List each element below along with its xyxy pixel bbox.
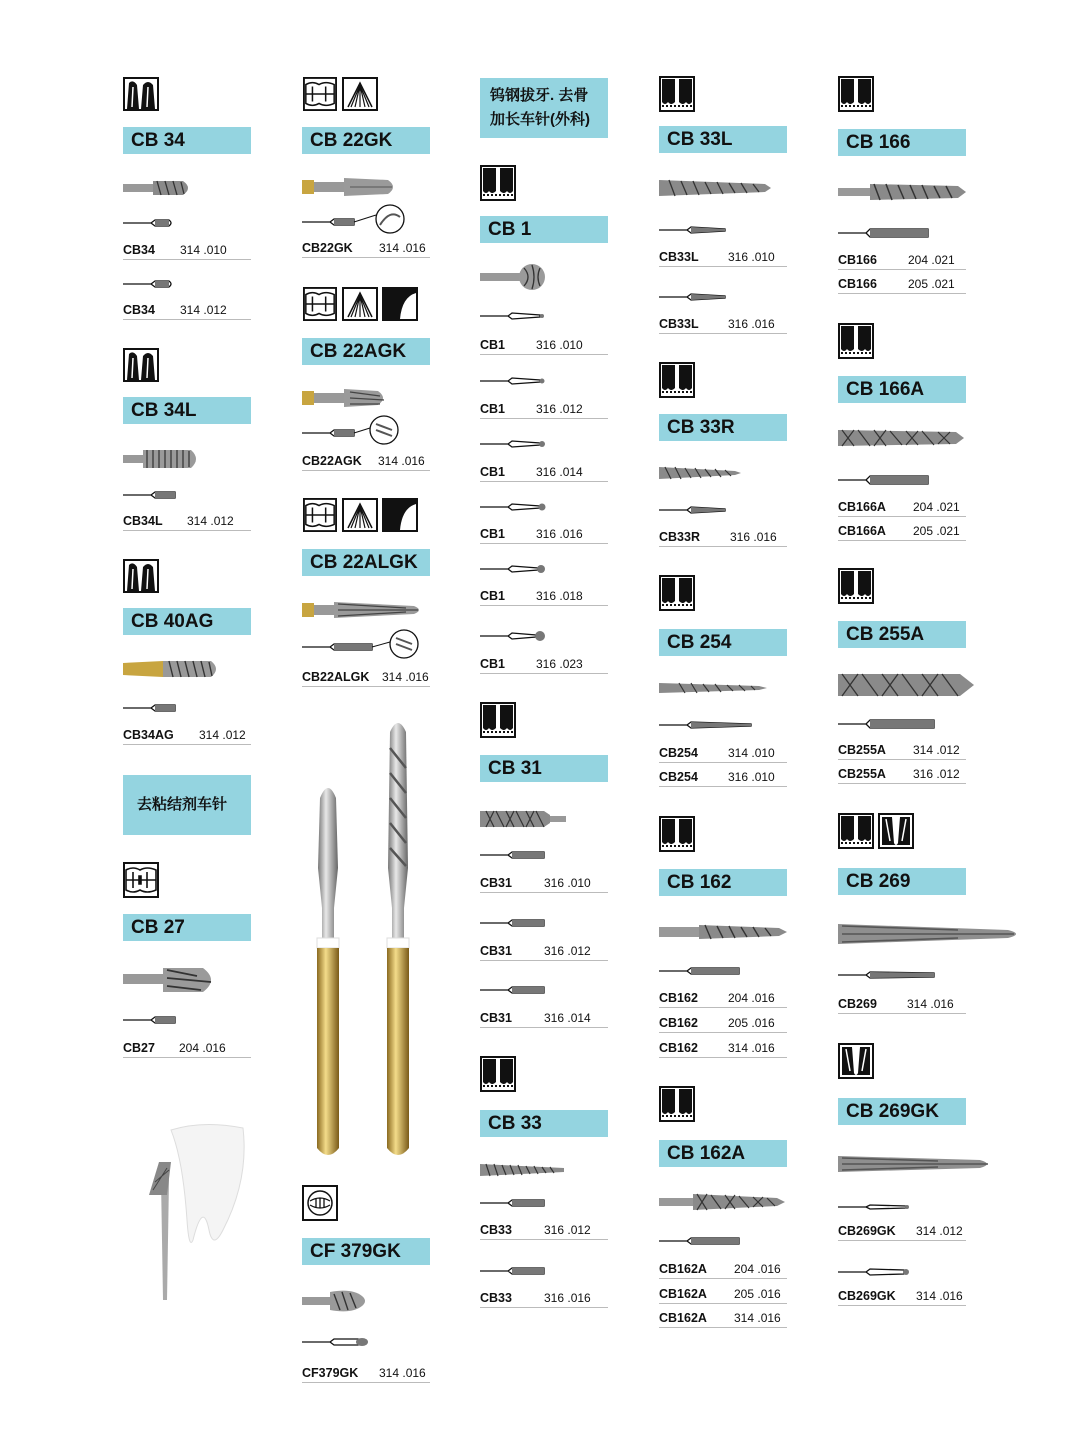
shank-diagram [123, 489, 179, 501]
molar-icon [659, 575, 695, 611]
shank-diagram [480, 1197, 550, 1209]
product-code-row: CB1 316 .014 [480, 465, 608, 482]
product-code-row: CB33L 316 .016 [659, 317, 787, 334]
product-header-cb22algk: CB 22ALGK [302, 549, 430, 576]
corner-icon [382, 287, 418, 321]
bur-image-cb1 [480, 262, 550, 292]
shank-diagram [123, 702, 179, 714]
large-bur-illustration [310, 718, 426, 1164]
shank-diagram [480, 500, 550, 514]
molar-icon [480, 1056, 516, 1092]
bur-image-cb33l [659, 176, 773, 200]
fan-icon [342, 287, 378, 321]
shank-diagram [838, 968, 938, 982]
product-header-cb254: CB 254 [659, 629, 787, 656]
product-code-row: CB33R 316 .016 [659, 530, 787, 547]
product-code-row: CB162 205 .016 [659, 1016, 787, 1033]
product-header-cb255a: CB 255A [838, 621, 966, 648]
bur-image-cb166a [838, 426, 966, 450]
corner-icon [382, 498, 418, 532]
product-code-row: CB22ALGK 314 .016 [302, 670, 430, 687]
product-header-cb34: CB 34 [123, 127, 251, 154]
product-code-row: CB269GK 314 .016 [838, 1289, 966, 1306]
product-code-row: CF379GK 314 .016 [302, 1366, 430, 1383]
shank-diagram [838, 1200, 914, 1214]
molar-icon [659, 76, 695, 112]
bur-image-cb33 [480, 1160, 570, 1180]
bur-image-cb31 [480, 806, 570, 832]
product-code-row: CB1 316 .010 [480, 338, 608, 355]
product-code-row: CB162A 314 .016 [659, 1311, 787, 1328]
bur-image-cb27 [123, 964, 219, 996]
shank-diagram [480, 562, 550, 576]
incisor-icon [123, 348, 159, 382]
bur-image-cb162a [659, 1190, 787, 1214]
shank-diagram [838, 1265, 914, 1279]
bracket-icon [302, 77, 338, 111]
product-header-cf379gk: CF 379GK [302, 1238, 430, 1265]
bur-image-cb166 [838, 180, 966, 204]
product-code-row: CB34AG 314 .012 [123, 728, 251, 745]
root-icon [878, 813, 914, 849]
product-header-cb162: CB 162 [659, 869, 787, 896]
product-code-row: CB34L 314 .012 [123, 514, 251, 531]
shank-diagram [659, 718, 755, 732]
product-header-cb166: CB 166 [838, 129, 966, 156]
product-header-cb1: CB 1 [480, 216, 608, 243]
product-header-cb162a: CB 162A [659, 1140, 787, 1167]
product-header-cb269: CB 269 [838, 868, 966, 895]
product-code-row: CB255A 316 .012 [838, 767, 966, 784]
shank-diagram [838, 716, 938, 732]
product-header-cb33r: CB 33R [659, 414, 787, 441]
bracket-icon [123, 862, 159, 898]
molar-icon [838, 813, 874, 849]
bur-image-cb162 [659, 920, 787, 944]
tooth-with-bur-illustration [123, 1120, 253, 1305]
shank-diagram [480, 310, 550, 322]
product-header-cb33l: CB 33L [659, 126, 787, 153]
product-code-row: CB1 316 .016 [480, 527, 608, 544]
shank-diagram [659, 504, 729, 516]
product-code-row: CB22AGK 314 .016 [302, 454, 430, 471]
incisor-icon [123, 559, 159, 593]
shank-diagram [480, 984, 550, 996]
fan-icon [342, 498, 378, 532]
bur-image-cb22agk [302, 386, 402, 410]
product-code-row: CB33 316 .016 [480, 1291, 608, 1308]
product-header-cb40ag: CB 40AG [123, 608, 251, 635]
shank-diagram [123, 217, 173, 229]
shank-diagram-with-detail [302, 628, 426, 662]
shank-diagram-with-detail [302, 414, 412, 448]
product-code-row: CB166 205 .021 [838, 277, 966, 294]
shank-diagram [659, 291, 729, 303]
product-code-row: CB162A 205 .016 [659, 1287, 787, 1304]
molar-icon [838, 323, 874, 359]
product-code-row: CB31 316 .012 [480, 944, 608, 961]
product-header-cb166a: CB 166A [838, 376, 966, 403]
shank-diagram-with-detail [302, 203, 412, 237]
product-code-row: CB31 316 .014 [480, 1011, 608, 1028]
shank-diagram [480, 438, 550, 450]
product-code-row: CB162A 204 .016 [659, 1262, 787, 1279]
product-code-row: CB34 314 .012 [123, 303, 251, 320]
product-header-cb22agk: CB 22AGK [302, 338, 430, 365]
molar-icon [659, 362, 695, 398]
section-header-cement-removal: 去粘结剂车针 [123, 775, 251, 835]
bur-image-cb269 [838, 920, 1026, 948]
bur-image-cb254 [659, 678, 769, 698]
product-header-cb27: CB 27 [123, 914, 251, 941]
shank-diagram [659, 964, 743, 978]
bur-image-cb255a [838, 670, 976, 700]
bur-image-cb34l [123, 447, 203, 471]
shank-diagram [480, 849, 550, 861]
bur-image-cb22algk [302, 598, 426, 622]
product-code-row: CB254 314 .010 [659, 746, 787, 763]
product-header-cb269gk: CB 269GK [838, 1098, 966, 1125]
shank-diagram [480, 917, 550, 929]
product-code-row: CB255A 314 .012 [838, 743, 966, 760]
product-header-cb22gk: CB 22GK [302, 127, 430, 154]
product-code-row: CB1 316 .012 [480, 402, 608, 419]
shank-diagram [838, 472, 932, 488]
product-header-cb34l: CB 34L [123, 397, 251, 424]
shank-diagram [480, 628, 550, 644]
shank-diagram [302, 1335, 372, 1349]
shank-diagram [123, 278, 173, 290]
shank-diagram [659, 1234, 743, 1248]
shank-diagram [480, 375, 550, 387]
product-code-row: CB269GK 314 .012 [838, 1224, 966, 1241]
root-icon [838, 1043, 874, 1079]
product-code-row: CB33L 316 .010 [659, 250, 787, 267]
shank-diagram [123, 1014, 179, 1026]
product-code-row: CB31 316 .010 [480, 876, 608, 893]
molar-icon [659, 816, 695, 852]
product-code-row: CB269 314 .016 [838, 997, 966, 1014]
shank-diagram [659, 224, 729, 236]
bracket-icon [302, 498, 338, 532]
product-code-row: CB166A 204 .021 [838, 500, 966, 517]
product-code-row: CB1 316 .018 [480, 589, 608, 606]
bracket-icon [302, 287, 338, 321]
product-code-row: CB33 316 .012 [480, 1223, 608, 1240]
bur-image-cf379gk [302, 1288, 372, 1314]
product-header-cb33: CB 33 [480, 1110, 608, 1137]
mouth-icon [302, 1185, 338, 1221]
bur-image-cb269gk [838, 1150, 998, 1178]
shank-diagram [838, 225, 932, 241]
product-code-row: CB166A 205 .021 [838, 524, 966, 541]
molar-icon [838, 76, 874, 112]
bur-image-cb33r [659, 463, 743, 483]
molar-icon [480, 702, 516, 738]
bur-image-cb34 [123, 177, 193, 199]
molar-icon [838, 568, 874, 604]
product-code-row: CB22GK 314 .016 [302, 241, 430, 258]
molar-icon [480, 165, 516, 201]
incisor-icon [123, 77, 159, 111]
fan-icon [342, 77, 378, 111]
bur-image-cb22gk [302, 175, 402, 199]
shank-diagram [480, 1265, 550, 1277]
product-header-cb31: CB 31 [480, 755, 608, 782]
product-code-row: CB162 314 .016 [659, 1041, 787, 1058]
product-code-row: CB162 204 .016 [659, 991, 787, 1008]
molar-icon [659, 1086, 695, 1122]
section-header-surgical: 钨钢拔牙. 去骨加长车针(外科) [480, 78, 608, 138]
product-code-row: CB1 316 .023 [480, 657, 608, 674]
product-code-row: CB34 314 .010 [123, 243, 251, 260]
product-code-row: CB166 204 .021 [838, 253, 966, 270]
product-code-row: CB254 316 .010 [659, 770, 787, 787]
bur-image-cb40ag [123, 657, 223, 681]
product-code-row: CB27 204 .016 [123, 1041, 251, 1058]
